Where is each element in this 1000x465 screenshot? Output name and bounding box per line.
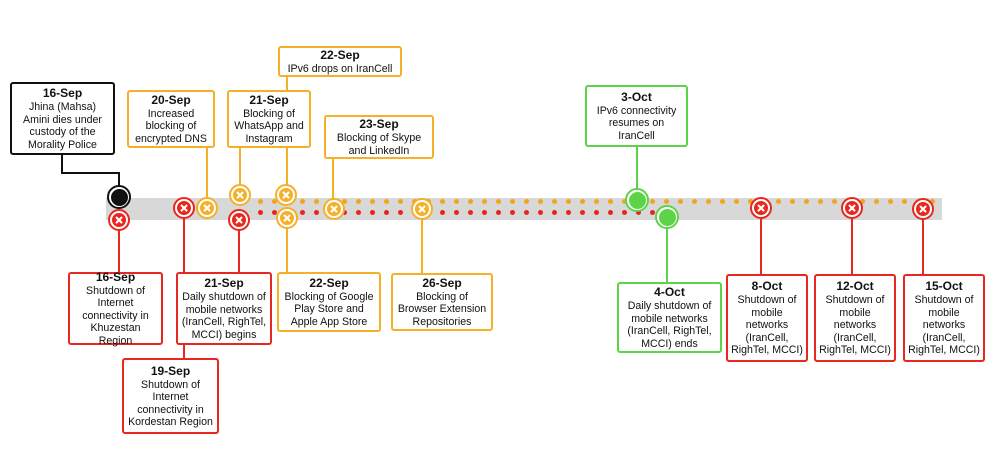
blocked-marker bbox=[108, 209, 130, 231]
blocked-marker bbox=[750, 197, 772, 219]
event-description: Shutdown of mobile networks (IranCell, RighTel, MCCI) bbox=[908, 294, 980, 357]
resumed-marker bbox=[625, 188, 649, 212]
event-description: Blocking of WhatsApp and Instagram bbox=[234, 107, 304, 145]
x-icon bbox=[756, 203, 766, 213]
event-description: Jhina (Mahsa) Amini dies under custody of the Morality Police bbox=[23, 101, 102, 151]
event-date: 8-Oct bbox=[751, 279, 783, 294]
origin-marker bbox=[107, 185, 131, 209]
event-date: 12-Oct bbox=[836, 279, 874, 294]
x-icon bbox=[847, 203, 857, 213]
event-date: 23-Sep bbox=[359, 117, 399, 131]
event-date: 16-Sep bbox=[42, 86, 83, 100]
blocked-marker bbox=[841, 197, 863, 219]
x-icon bbox=[235, 190, 245, 200]
x-icon bbox=[417, 204, 427, 214]
resumed-marker bbox=[655, 205, 679, 229]
x-icon bbox=[202, 203, 212, 213]
x-icon bbox=[754, 201, 768, 215]
event-date: 4-Oct bbox=[654, 285, 685, 299]
event-date: 20-Sep bbox=[151, 92, 191, 107]
x-icon bbox=[281, 190, 291, 200]
event-date: 22-Sep bbox=[320, 47, 360, 62]
x-icon bbox=[916, 202, 930, 216]
x-icon bbox=[177, 201, 191, 215]
event-date: 19-Sep bbox=[150, 363, 191, 378]
event-description: Blocking of Google Play Store and Apple App Store bbox=[284, 290, 374, 328]
blocked-marker bbox=[228, 209, 250, 231]
filled-dot-icon bbox=[659, 209, 676, 226]
event-date: 15-Oct bbox=[925, 279, 963, 294]
x-icon bbox=[415, 202, 429, 216]
event-date: 21-Sep bbox=[249, 92, 289, 107]
event-description: Daily shutdown of mobile networks (IranCell, RighTel, MCCI) begins bbox=[181, 291, 267, 341]
blocked-marker bbox=[276, 207, 298, 229]
x-icon bbox=[282, 213, 292, 223]
event-date: 26-Sep bbox=[422, 275, 462, 290]
x-icon bbox=[112, 213, 126, 227]
x-icon bbox=[327, 202, 341, 216]
x-icon bbox=[200, 201, 214, 215]
event-description: Increased blocking of encrypted DNS bbox=[135, 107, 207, 145]
event-description: Shutdown of mobile networks (IranCell, RighTel, MCCI) bbox=[819, 294, 891, 357]
event-description: Shutdown of Internet connectivity in Khuzestan Region bbox=[82, 284, 149, 347]
event-description: Shutdown of mobile networks (IranCell, RighTel, MCCI) bbox=[731, 294, 803, 357]
event-description: IPv6 connectivity resumes on IranCell bbox=[596, 104, 677, 142]
blocked-marker bbox=[275, 184, 297, 206]
x-icon bbox=[280, 211, 294, 225]
x-icon bbox=[233, 188, 247, 202]
blocked-marker bbox=[323, 198, 345, 220]
filled-dot-icon bbox=[629, 192, 646, 209]
blocked-marker bbox=[196, 197, 218, 219]
event-description: Daily shutdown of mobile networks (IranCell, RighTel, MCCI) ends bbox=[627, 300, 712, 350]
x-icon bbox=[845, 201, 859, 215]
event-description: Blocking of Skype and LinkedIn bbox=[336, 132, 422, 157]
event-description: Blocking of Browser Extension Repositories bbox=[397, 290, 487, 328]
x-icon bbox=[232, 213, 246, 227]
blocked-marker bbox=[173, 197, 195, 219]
event-date: 3-Oct bbox=[621, 89, 652, 104]
event-date: 21-Sep bbox=[204, 276, 244, 290]
filled-dot-icon bbox=[111, 189, 128, 206]
blocked-marker bbox=[229, 184, 251, 206]
x-icon bbox=[918, 204, 928, 214]
blocked-marker bbox=[912, 198, 934, 220]
event-description: IPv6 drops on IranCell bbox=[287, 62, 393, 75]
x-icon bbox=[179, 203, 189, 213]
x-icon bbox=[279, 188, 293, 202]
event-date: 22-Sep bbox=[309, 275, 349, 290]
x-icon bbox=[114, 215, 124, 225]
event-description: Shutdown of Internet connectivity in Kordestan Region bbox=[128, 378, 213, 428]
event-date: 16-Sep bbox=[95, 269, 136, 284]
x-icon bbox=[234, 215, 244, 225]
x-icon bbox=[329, 204, 339, 214]
blocked-marker bbox=[411, 198, 433, 220]
